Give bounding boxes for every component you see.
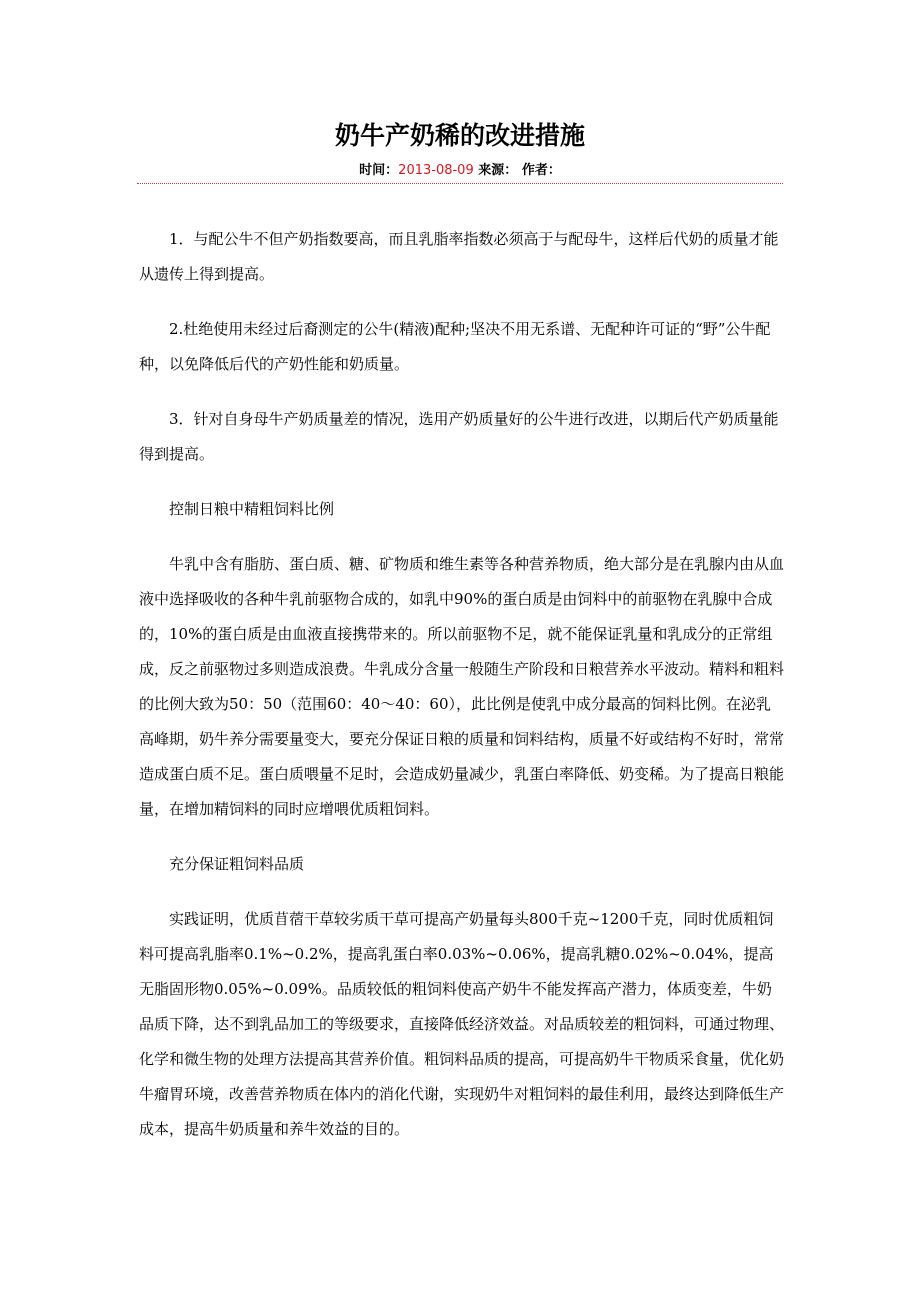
article-body: [139, 222, 784, 1167]
section-heading: 充分保证粗饲料品质: [169, 855, 305, 873]
paragraph: 1．与配公牛不但产奶指数要高，而且乳脂率指数必须高于与配母牛，这样后代奶的质量才能从遗传上得到提高。: [139, 230, 779, 283]
source-label: 来源：: [478, 163, 518, 178]
paragraph: 3．针对自身母牛产奶质量差的情况，选用产奶质量好的公牛进行改进，以期后代产奶质量能得到提高。: [139, 410, 779, 463]
time-label: 时间：: [359, 163, 399, 178]
title-divider: [137, 183, 783, 184]
paragraph: 2.杜绝使用未经过后裔测定的公牛(精液)配种;坚决不用无系谱、无配种许可证的“野”公牛配种，以免降低后代的产奶性能和奶质量。: [139, 320, 771, 373]
paragraph: 实践证明，优质苜蓿干草较劣质干草可提高产奶量每头800千克~1200千克，同时优质粗饲料可提高乳脂率0.1%~0.2%，提高乳蛋白率0.03%~0.06%，提高乳糖0.02%~0.04%，提高无脂固形物0.05%~0.09%。品质较低的粗饲料使高产奶牛不能发挥高产潜力，体质变差，牛奶品质下降，达不到乳品加工的等级要求，直接降低经济效益。对品质较差的粗饲料，可通过物理、化学和微生物的处理方法提高其营养价值。粗饲料品质的提高，可提高奶牛干物质采食量，优化奶牛瘤胃环境，改善营养物质在体内的消化代谢，实现奶牛对粗饲料的最佳利用，最终达到降低生产成本，提高牛奶质量和养牛效益的目的。: [139, 910, 785, 1138]
article-meta: [0, 162, 920, 180]
article-title: 奶牛产奶稀的改进措施: [334, 121, 585, 150]
author-label: 作者：: [521, 163, 561, 178]
paragraph: 牛乳中含有脂肪、蛋白质、糖、矿物质和维生素等各种营养物质，绝大部分是在乳腺内由从血液中选择吸收的各种牛乳前驱物合成的，如乳中90%的蛋白质是由饲料中的前驱物在乳腺中合成的，10%的蛋白质是由血液直接携带来的。所以前驱物不足，就不能保证乳量和乳成分的正常组成，反之前驱物过多则造成浪费。牛乳成分含量一般随生产阶段和日粮营养水平波动。精料和粗料的比例大致为50：50（范围60：40～40：60），此比例是使乳中成分最高的饲料比例。在泌乳高峰期，奶牛养分需要量变大，要充分保证日粮的质量和饲料结构，质量不好或结构不好时，常常造成蛋白质不足。蛋白质喂量不足时，会造成奶量减少，乳蛋白率降低、奶变稀。为了提高日粮能量，在增加精饲料的同时应增喂优质粗饲料。: [139, 555, 785, 818]
publish-date: 2013-08-09: [398, 163, 474, 178]
section-heading: 控制日粮中精粗饲料比例: [169, 500, 335, 518]
